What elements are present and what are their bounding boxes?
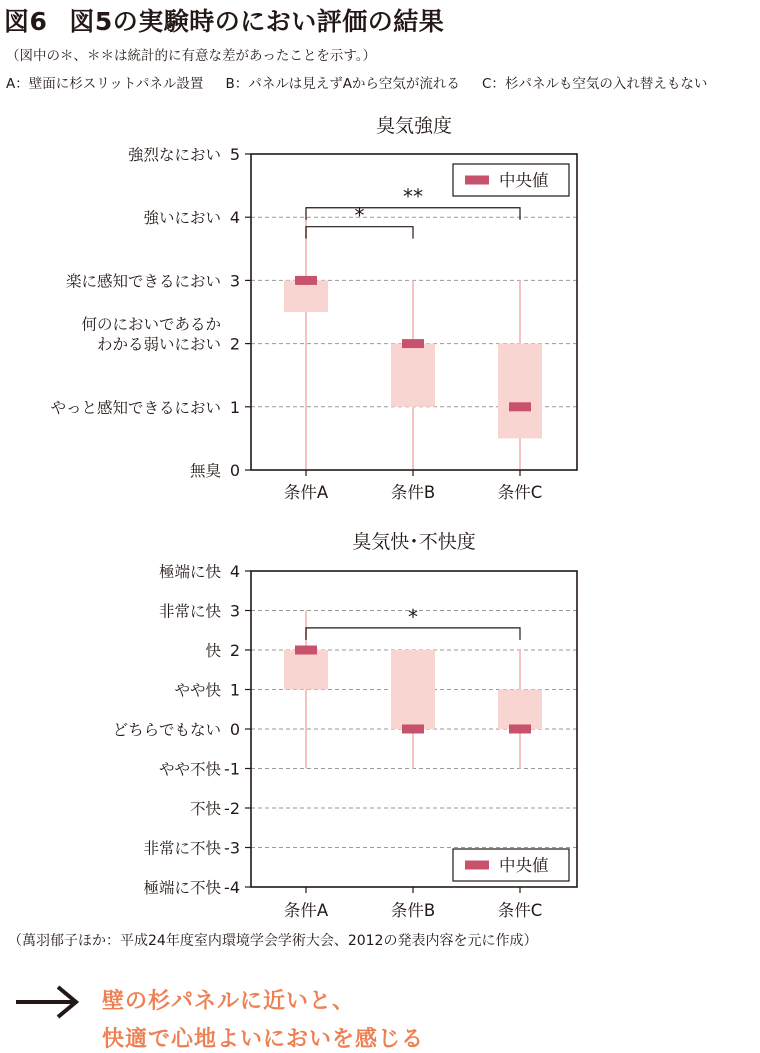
odor-intensity-chart [0, 100, 760, 520]
condition-legend [6, 72, 707, 92]
chart-title: 臭気快･不快度 [352, 531, 476, 553]
y-tick-label: 強いにおい [143, 209, 221, 228]
legend-swatch [465, 861, 489, 870]
y-tick-label: 楽に感知できるにおい [65, 272, 221, 291]
y-tick-number: 2 [229, 641, 240, 660]
y-tick-number: 4 [229, 562, 240, 581]
conclusion-line-2: 快適で心地よいにおいを感じる [102, 1027, 425, 1052]
legend-swatch [465, 176, 489, 185]
figure-title-text: 図5の実験時のにおい評価の結果 [69, 7, 445, 36]
category-label: 条件B [390, 901, 436, 920]
median-marker [295, 646, 317, 655]
y-tick-label: やや不快 [158, 760, 221, 779]
box [391, 344, 435, 407]
y-tick-label: 強烈なにおい [127, 146, 221, 164]
y-tick-label: 不快 [189, 800, 221, 818]
y-tick-label: やっと感知できるにおい [50, 398, 221, 417]
y-tick-number: 0 [229, 720, 240, 739]
y-tick-label: わかる弱いにおい [96, 335, 221, 354]
median-marker [509, 725, 531, 734]
condition-c-description: C：杉パネルも空気の入れ替えもない [481, 76, 708, 92]
y-tick-label: 何のにおいであるか [81, 315, 221, 334]
y-tick-number: -3 [224, 838, 240, 858]
significance-mark: ** [403, 184, 423, 209]
significance-mark: * [408, 604, 418, 629]
category-label: 条件A [283, 901, 329, 920]
y-tick-number: 2 [229, 334, 240, 354]
condition-a-description: A：壁面に杉スリットパネル設置 [6, 76, 204, 92]
odor-hedonic-chart [0, 520, 760, 930]
box [498, 690, 542, 730]
y-tick-number: 3 [229, 601, 240, 621]
legend-label: 中央値 [499, 856, 549, 875]
y-tick-number: 1 [229, 397, 240, 417]
y-tick-number: -2 [224, 799, 240, 818]
y-tick-label: 快 [205, 642, 221, 660]
category-label: 条件B [390, 483, 436, 502]
median-marker [402, 725, 424, 734]
significance-mark: * [354, 203, 365, 228]
significance-note: （図中の＊、＊＊は統計的に有意な差があったことを示す。） [6, 48, 377, 64]
y-tick-number: -1 [224, 759, 240, 779]
condition-b-description: B：パネルは見えずAから空気が流れる [225, 76, 460, 92]
y-tick-number: 5 [229, 145, 240, 164]
box [498, 344, 542, 439]
median-marker [509, 402, 531, 411]
y-tick-number: 1 [229, 680, 240, 700]
y-tick-label: 極端に快 [158, 563, 221, 581]
significance-bracket [306, 208, 520, 220]
figure-number: 図6 [4, 7, 48, 36]
category-label: 条件C [497, 901, 543, 920]
chart-title: 臭気強度 [375, 115, 453, 137]
median-marker [402, 339, 424, 348]
median-marker [295, 276, 317, 285]
significance-bracket [306, 227, 413, 239]
figure-title [4, 2, 444, 38]
significance-bracket [306, 628, 520, 640]
box [284, 280, 328, 312]
legend-label: 中央値 [499, 171, 549, 190]
category-label: 条件A [283, 483, 329, 502]
y-tick-number: 0 [229, 461, 240, 480]
y-tick-label: 極端に不快 [143, 879, 221, 897]
conclusion-line-1: 壁の杉パネルに近いと、 [102, 989, 356, 1014]
right-arrow-icon [12, 982, 82, 1022]
y-tick-number: -4 [224, 878, 240, 897]
y-tick-number: 3 [229, 271, 240, 291]
y-tick-number: 4 [229, 208, 240, 228]
box [391, 650, 435, 729]
y-tick-label: どちらでもない [112, 721, 221, 739]
box [284, 650, 328, 690]
source-citation: （萬羽郁子ほか：平成24年度室内環境学会学術大会、2012の発表内容を元に作成） [8, 933, 538, 949]
y-tick-label: 無臭 [189, 462, 221, 480]
y-tick-label: 非常に快 [158, 602, 221, 621]
y-tick-label: 非常に不快 [143, 839, 221, 858]
y-tick-label: やや快 [174, 681, 221, 700]
category-label: 条件C [497, 483, 543, 502]
